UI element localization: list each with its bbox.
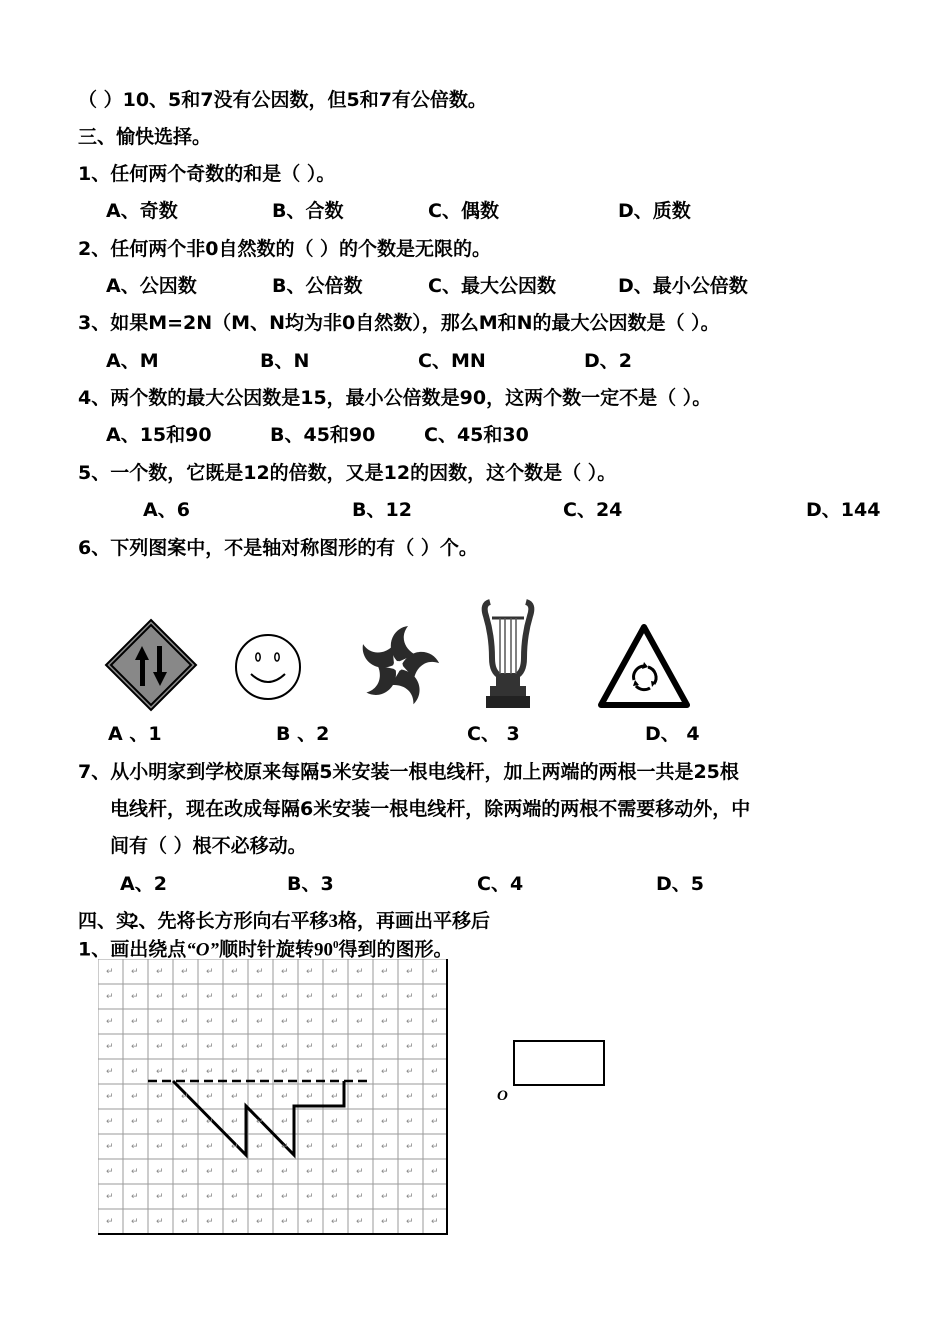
grid-cell-mark: ↵ [231, 1167, 239, 1177]
judgement-item-10: （ ）10、5和7没有公因数，但5和7有公倍数。 [78, 89, 487, 111]
grid-cell-mark: ↵ [156, 1142, 164, 1152]
grid-cell-mark: ↵ [106, 1217, 114, 1227]
grid-cell-mark: ↵ [356, 1142, 364, 1152]
grid-cell-mark: ↵ [406, 1042, 414, 1052]
grid-cell-mark: ↵ [106, 1067, 114, 1077]
question-5-option-d: D、144 [806, 499, 881, 521]
grid-cell-mark: ↵ [256, 967, 264, 977]
grid-cell-mark: ↵ [356, 967, 364, 977]
grid-cell-mark: ↵ [306, 1042, 314, 1052]
grid-cell-mark: ↵ [381, 1192, 389, 1202]
question-3-option-d: D、2 [584, 350, 632, 372]
grid-cell-mark: ↵ [256, 1017, 264, 1027]
grid-cell-mark: ↵ [206, 1192, 214, 1202]
question-5-option-b: B、12 [352, 499, 412, 521]
rectangle-figure [513, 1040, 605, 1086]
grid-cell-mark: ↵ [306, 1142, 314, 1152]
question-3-stem: 3、如果M=2N（M、N均为非0自然数），那么M和N的最大公因数是（ ）。 [78, 312, 720, 334]
grid-cell-mark: ↵ [431, 967, 439, 977]
grid-cell-mark: ↵ [281, 1017, 289, 1027]
grid-cell-mark: ↵ [331, 1067, 339, 1077]
grid-cell-mark: ↵ [306, 967, 314, 977]
grid-cell-mark: ↵ [356, 1042, 364, 1052]
grid-cell-mark: ↵ [256, 1217, 264, 1227]
question-1-option-b: B、合数 [272, 200, 344, 222]
bauhinia-flower-icon [353, 622, 443, 710]
question-2-option-d: D、最小公倍数 [618, 275, 748, 297]
question-5-stem: 5、一个数，它既是12的倍数，又是12的因数，这个数是（ ）。 [78, 462, 617, 484]
grid-cell-mark: ↵ [206, 967, 214, 977]
question-6-option-b: B 、2 [276, 723, 330, 745]
question-3-option-a: A、M [106, 350, 159, 372]
grid-cell-mark: ↵ [331, 992, 339, 1002]
grid-cell-mark: ↵ [206, 1067, 214, 1077]
question-6-option-a: A 、1 [108, 723, 162, 745]
grid-cell-mark: ↵ [331, 1142, 339, 1152]
grid-drawing-area [98, 959, 448, 1235]
question-2-option-b: B、公倍数 [272, 275, 363, 297]
grid-cell-mark: ↵ [306, 1192, 314, 1202]
question-6-option-d: D、 4 [645, 723, 700, 745]
grid-cell-mark: ↵ [281, 992, 289, 1002]
grid-cell-mark: ↵ [181, 1117, 189, 1127]
grid-cell-mark: ↵ [181, 1167, 189, 1177]
grid-cell-mark: ↵ [306, 1067, 314, 1077]
grid-cell-mark: ↵ [131, 1092, 139, 1102]
question-7-stem-line-1: 7、从小明家到学校原来每隔5米安装一根电线杆，加上两端的两根一共是25根 [78, 761, 739, 783]
grid-cell-mark: ↵ [181, 1092, 189, 1102]
grid-cell-mark: ↵ [181, 1192, 189, 1202]
grid-cell-mark: ↵ [431, 1142, 439, 1152]
section-4-task-2: 2、先将长方形向右平移3格，再画出平移后 [129, 911, 491, 932]
grid-cell-mark: ↵ [106, 1117, 114, 1127]
question-4-option-c: C、45和30 [424, 424, 529, 446]
question-7-option-b: B、3 [287, 873, 334, 895]
grid-cell-mark: ↵ [406, 992, 414, 1002]
grid-cell-mark: ↵ [106, 1092, 114, 1102]
grid-cell-mark: ↵ [381, 1167, 389, 1177]
grid-cell-mark: ↵ [306, 1017, 314, 1027]
grid-cell-mark: ↵ [381, 992, 389, 1002]
grid-cell-mark: ↵ [306, 992, 314, 1002]
grid-cell-mark: ↵ [206, 1142, 214, 1152]
grid-cell-mark: ↵ [106, 1042, 114, 1052]
grid-cell-mark: ↵ [281, 1192, 289, 1202]
grid-cell-mark: ↵ [156, 1117, 164, 1127]
two-way-traffic-sign-icon [104, 618, 198, 712]
grid-cell-mark: ↵ [381, 1017, 389, 1027]
grid-cell-mark: ↵ [431, 1117, 439, 1127]
question-2-option-a: A、公因数 [106, 275, 197, 297]
grid-cell-mark: ↵ [231, 1017, 239, 1027]
grid-cell-mark: ↵ [281, 1167, 289, 1177]
grid-cell-mark: ↵ [331, 1017, 339, 1027]
task-1-point-name: “O” [186, 939, 219, 961]
grid-cell-mark: ↵ [256, 1067, 264, 1077]
grid-cell-mark: ↵ [356, 992, 364, 1002]
grid-cell-mark: ↵ [156, 1042, 164, 1052]
question-7-stem-line-3: 间有（ ）根不必移动。 [110, 835, 307, 857]
grid-cell-mark: ↵ [156, 1067, 164, 1077]
grid-cell-mark: ↵ [131, 1167, 139, 1177]
grid-cell-mark: ↵ [231, 1067, 239, 1077]
grid-cell-mark: ↵ [131, 992, 139, 1002]
grid-cell-mark: ↵ [431, 1192, 439, 1202]
grid-cell-mark: ↵ [281, 967, 289, 977]
grid-cell-mark: ↵ [431, 1092, 439, 1102]
grid-cell-mark: ↵ [356, 1217, 364, 1227]
question-6-option-c: C、 3 [467, 723, 520, 745]
question-1-stem: 1、任何两个奇数的和是（ ）。 [78, 163, 336, 185]
grid-cell-mark: ↵ [406, 1192, 414, 1202]
task-1-prefix: 1、画出绕点 [78, 938, 187, 961]
grid-cell-mark: ↵ [431, 1067, 439, 1077]
grid-cell-mark: ↵ [331, 1217, 339, 1227]
grid-cell-mark: ↵ [156, 967, 164, 977]
question-4-option-b: B、45和90 [270, 424, 376, 446]
question-2-stem: 2、任何两个非0自然数的（ ）的个数是无限的。 [78, 238, 492, 260]
grid-cell-mark: ↵ [256, 1142, 264, 1152]
grid-cell-mark: ↵ [306, 1167, 314, 1177]
grid-cell-mark: ↵ [431, 992, 439, 1002]
grid-cell-mark: ↵ [206, 1017, 214, 1027]
grid-cell-mark: ↵ [406, 1117, 414, 1127]
lyre-icon [478, 596, 538, 712]
grid-cell-mark: ↵ [156, 1217, 164, 1227]
task-1-middle: 顺时针旋转90 [218, 939, 333, 961]
grid-cell-mark: ↵ [356, 1067, 364, 1077]
grid-cell-mark: ↵ [331, 1192, 339, 1202]
grid-cell-mark: ↵ [231, 1117, 239, 1127]
question-7-option-c: C、4 [477, 873, 524, 895]
grid-cell-mark: ↵ [106, 1142, 114, 1152]
grid-cell-mark: ↵ [231, 1192, 239, 1202]
grid-cell-mark: ↵ [331, 1042, 339, 1052]
grid-cell-mark: ↵ [331, 1117, 339, 1127]
grid-cell-mark: ↵ [431, 1167, 439, 1177]
grid-cell-mark: ↵ [306, 1092, 314, 1102]
grid-svg [98, 959, 448, 1235]
grid-cell-mark: ↵ [131, 1192, 139, 1202]
grid-cell-mark: ↵ [156, 1092, 164, 1102]
grid-cell-mark: ↵ [231, 1042, 239, 1052]
question-7-option-d: D、5 [656, 873, 704, 895]
grid-cell-mark: ↵ [131, 1142, 139, 1152]
question-5-option-a: A、6 [143, 499, 190, 521]
grid-cell-mark: ↵ [156, 1167, 164, 1177]
grid-cell-mark: ↵ [106, 1017, 114, 1027]
grid-cell-mark: ↵ [206, 992, 214, 1002]
grid-cell-mark: ↵ [256, 992, 264, 1002]
grid-cell-mark: ↵ [231, 967, 239, 977]
question-5-option-c: C、24 [563, 499, 623, 521]
question-2-option-c: C、最大公因数 [428, 275, 556, 297]
grid-cell-mark: ↵ [356, 1167, 364, 1177]
grid-cell-mark: ↵ [256, 1092, 264, 1102]
grid-cell-mark: ↵ [106, 1167, 114, 1177]
question-6-stem: 6、下列图案中，不是轴对称图形的有（ ）个。 [78, 537, 478, 559]
grid-cell-mark: ↵ [356, 1192, 364, 1202]
question-7-stem-line-2: 电线杆，现在改成每隔6米安装一根电线杆，除两端的两根不需要移动外，中 [110, 798, 751, 820]
grid-cell-mark: ↵ [156, 1017, 164, 1027]
grid-cell-mark: ↵ [356, 1117, 364, 1127]
grid-cell-mark: ↵ [206, 1092, 214, 1102]
grid-cell-mark: ↵ [181, 1217, 189, 1227]
grid-cell-mark: ↵ [381, 1067, 389, 1077]
grid-cell-mark: ↵ [431, 1042, 439, 1052]
question-3-option-b: B、N [260, 350, 310, 372]
grid-cell-mark: ↵ [206, 1117, 214, 1127]
roundabout-warning-sign-icon [598, 624, 690, 708]
grid-cell-mark: ↵ [256, 1117, 264, 1127]
grid-cell-mark: ↵ [231, 1092, 239, 1102]
grid-cell-mark: ↵ [356, 1017, 364, 1027]
grid-cell-mark: ↵ [131, 1067, 139, 1077]
section-4-title [78, 909, 490, 934]
section-4-task-1 [78, 933, 453, 962]
grid-cell-mark: ↵ [281, 1142, 289, 1152]
grid-cell-mark: ↵ [406, 1067, 414, 1077]
grid-cell-mark: ↵ [406, 1142, 414, 1152]
grid-cell-mark: ↵ [231, 1142, 239, 1152]
grid-cell-mark: ↵ [106, 992, 114, 1002]
grid-cell-mark: ↵ [156, 1192, 164, 1202]
question-1-option-a: A、奇数 [106, 200, 178, 222]
grid-cell-mark: ↵ [106, 1192, 114, 1202]
question-4-stem: 4、两个数的最大公因数是15，最小公倍数是90，这两个数一定不是（ ）。 [78, 387, 712, 409]
grid-cell-mark: ↵ [256, 1042, 264, 1052]
grid-cell-mark: ↵ [281, 1117, 289, 1127]
grid-cell-mark: ↵ [381, 1142, 389, 1152]
grid-cell-mark: ↵ [356, 1092, 364, 1102]
grid-cell-mark: ↵ [206, 1167, 214, 1177]
grid-cell-mark: ↵ [131, 1042, 139, 1052]
grid-cell-mark: ↵ [331, 1167, 339, 1177]
grid-cell-mark: ↵ [381, 1117, 389, 1127]
grid-cell-mark: ↵ [131, 1217, 139, 1227]
grid-cell-mark: ↵ [181, 1067, 189, 1077]
grid-cell-mark: ↵ [131, 1017, 139, 1027]
grid-cell-mark: ↵ [181, 1142, 189, 1152]
grid-cell-mark: ↵ [406, 1167, 414, 1177]
section-3-title: 三、愉快选择。 [78, 126, 212, 148]
section-4-title-start: 四、实 [78, 910, 136, 932]
grid-cell-mark: ↵ [331, 1092, 339, 1102]
grid-cell-mark: ↵ [381, 967, 389, 977]
grid-cell-mark: ↵ [231, 1217, 239, 1227]
grid-cell-mark: ↵ [431, 1217, 439, 1227]
grid-cell-mark: ↵ [181, 967, 189, 977]
question-3-option-c: C、MN [418, 350, 486, 372]
grid-cell-mark: ↵ [256, 1192, 264, 1202]
grid-cell-mark: ↵ [281, 1042, 289, 1052]
grid-cell-mark: ↵ [281, 1067, 289, 1077]
grid-cell-mark: ↵ [306, 1217, 314, 1227]
grid-cell-mark: ↵ [131, 967, 139, 977]
grid-cell-mark: ↵ [181, 1017, 189, 1027]
grid-cell-mark: ↵ [431, 1017, 439, 1027]
question-4-option-a: A、15和90 [106, 424, 212, 446]
grid-cell-mark: ↵ [381, 1042, 389, 1052]
grid-cell-mark: ↵ [306, 1117, 314, 1127]
grid-cell-mark: ↵ [406, 967, 414, 977]
grid-cell-mark: ↵ [181, 992, 189, 1002]
grid-cell-mark: ↵ [131, 1117, 139, 1127]
point-o-label: O [497, 1088, 508, 1104]
grid-cell-mark: ↵ [181, 1042, 189, 1052]
grid-cell-mark: ↵ [331, 967, 339, 977]
question-1-option-c: C、偶数 [428, 200, 499, 222]
grid-cell-mark: ↵ [406, 1092, 414, 1102]
grid-cell-mark: ↵ [406, 1217, 414, 1227]
smiley-face-icon [233, 632, 303, 702]
grid-cell-mark: ↵ [256, 1167, 264, 1177]
grid-cell-mark: ↵ [406, 1017, 414, 1027]
grid-cell-mark: ↵ [381, 1092, 389, 1102]
grid-cell-mark: ↵ [106, 967, 114, 977]
question-7-option-a: A、2 [120, 873, 167, 895]
grid-cell-mark: ↵ [281, 1092, 289, 1102]
task-1-suffix: 得到的图形。 [338, 938, 453, 961]
grid-cell-mark: ↵ [381, 1217, 389, 1227]
grid-cell-mark: ↵ [281, 1217, 289, 1227]
grid-cell-mark: ↵ [156, 992, 164, 1002]
task-1-degree-sup: 0 [332, 939, 339, 951]
grid-cell-mark: ↵ [231, 992, 239, 1002]
grid-cell-mark: ↵ [206, 1217, 214, 1227]
question-1-option-d: D、质数 [618, 200, 691, 222]
grid-cell-mark: ↵ [206, 1042, 214, 1052]
